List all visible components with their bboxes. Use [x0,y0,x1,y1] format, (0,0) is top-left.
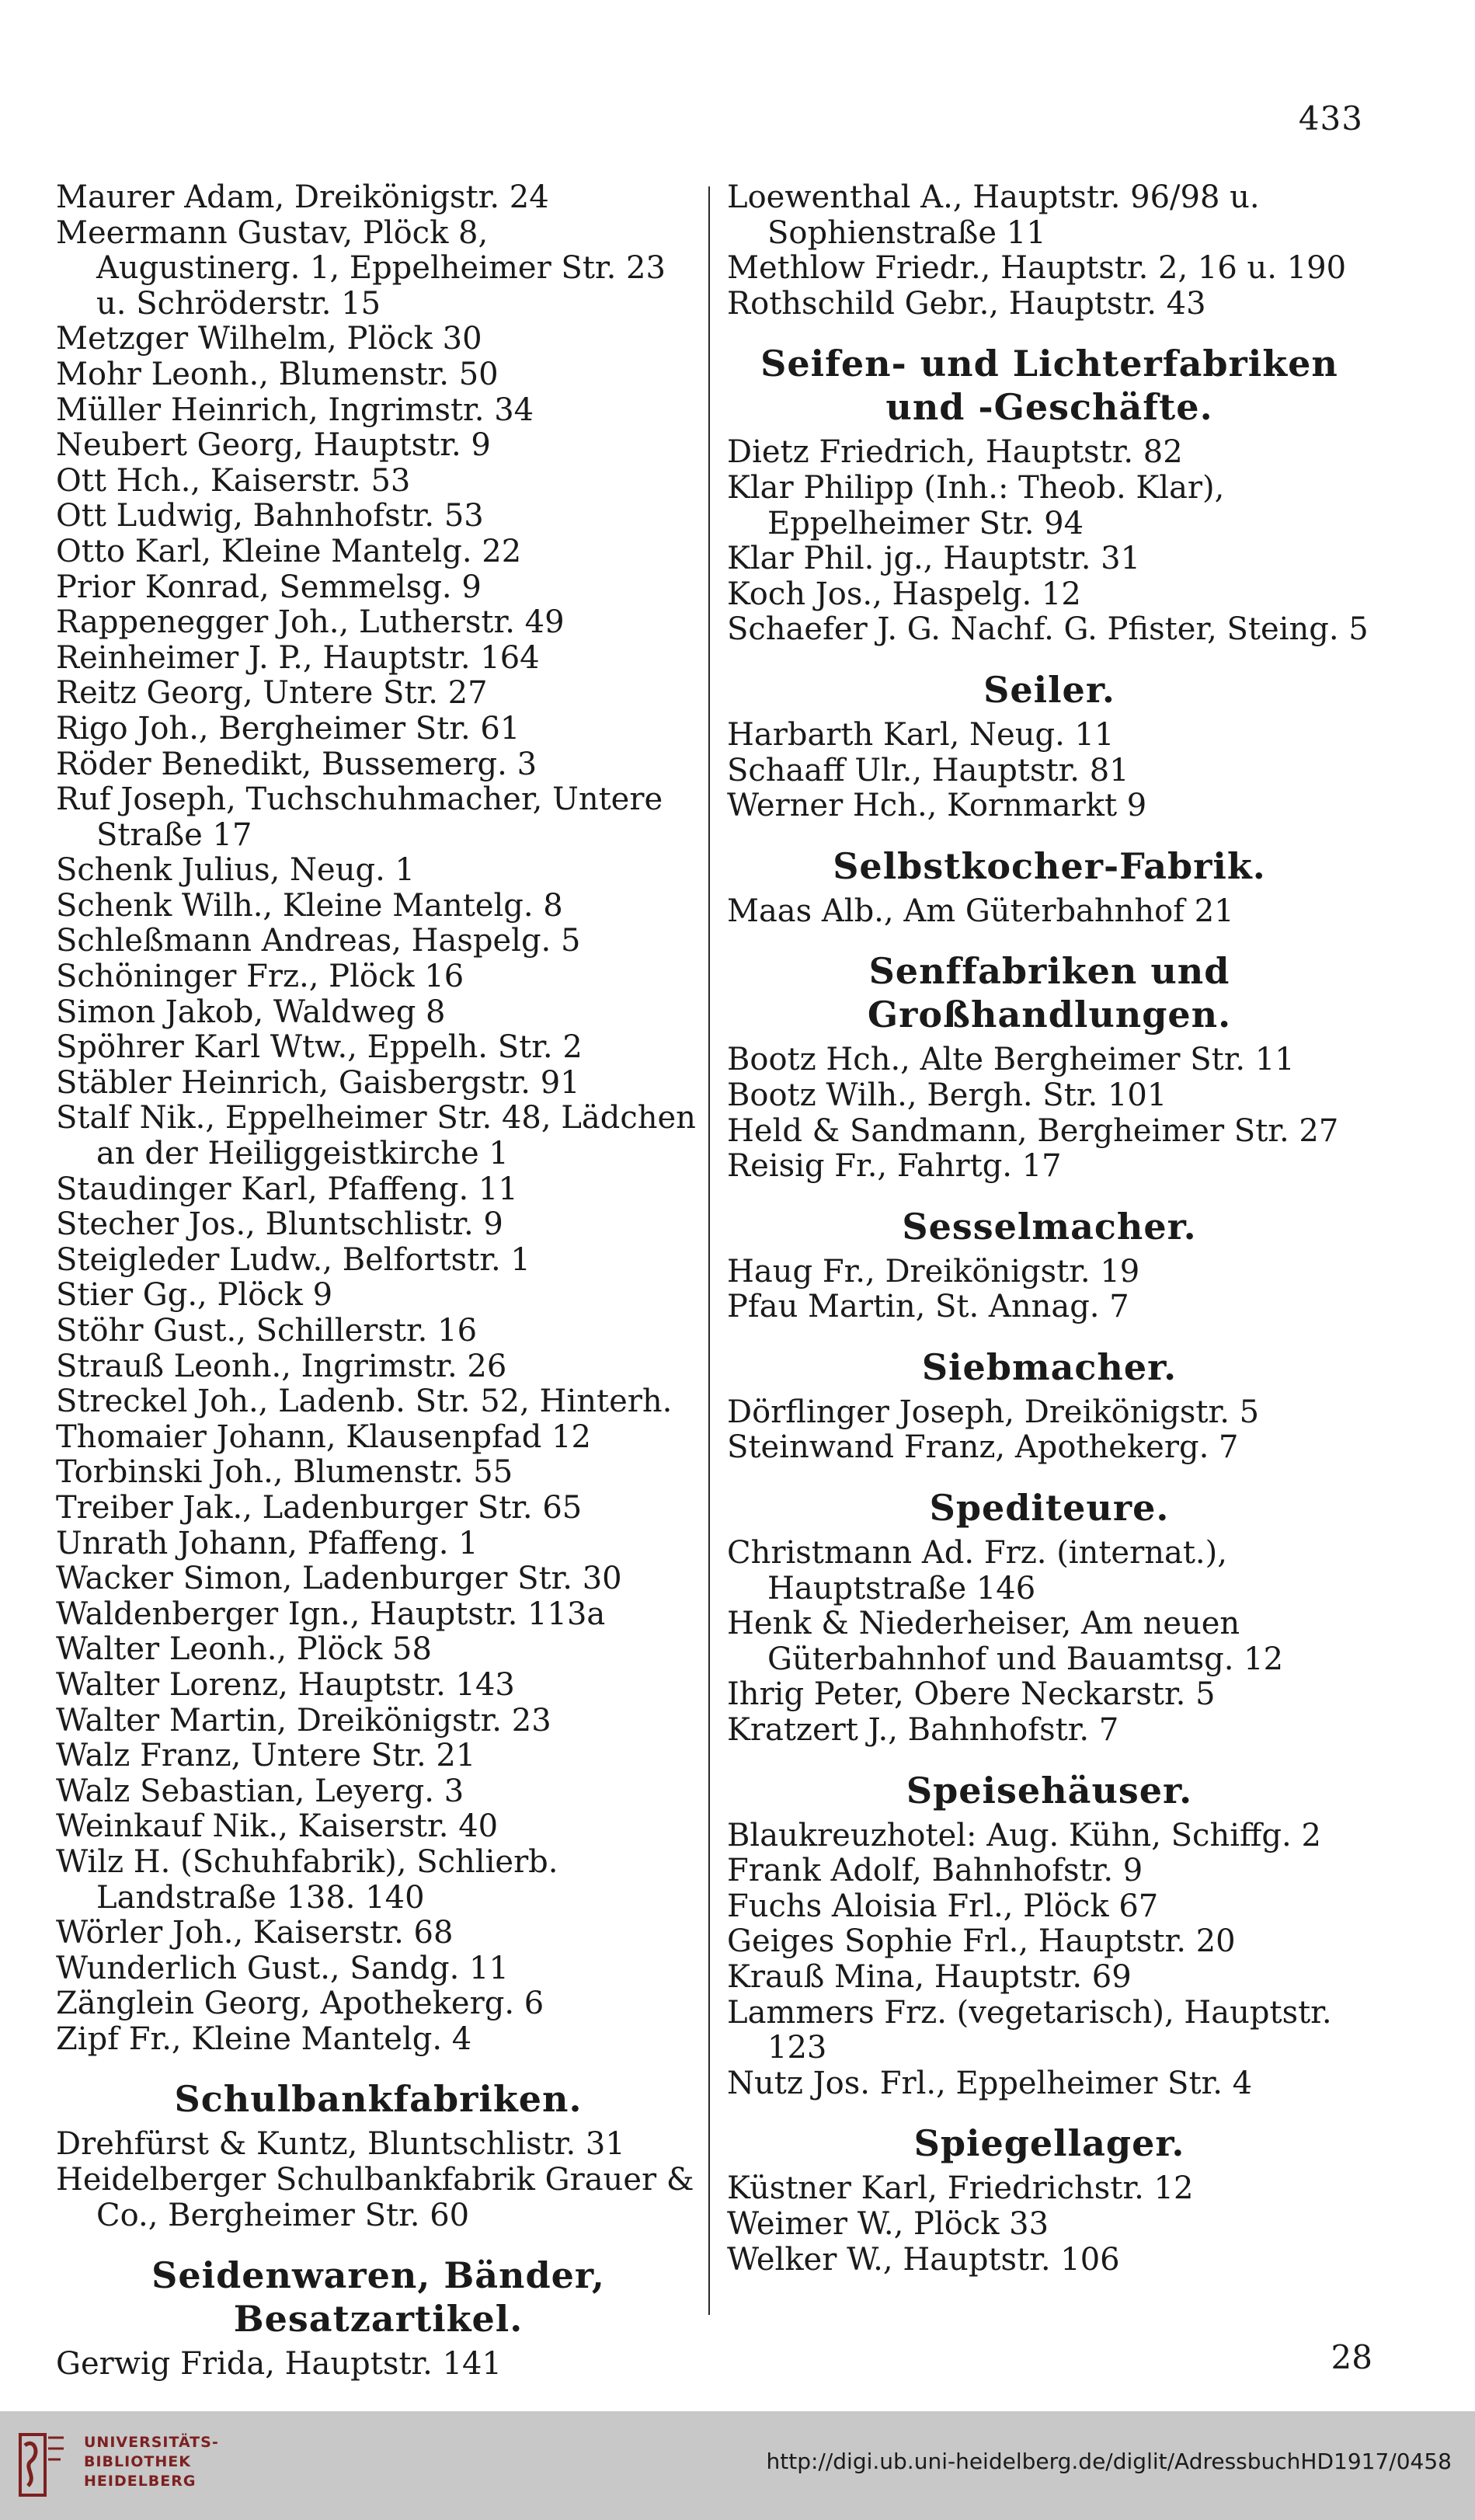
directory-entry: Schaefer J. G. Nachf. G. Pfister, Steing. 5 [727,611,1369,648]
directory-entry: Meermann Gustav, Plöck 8, Augustinerg. 1, Eppelheimer Str. 23 u. Schröderstr. 15 [56,214,666,322]
directory-entry: Methlow Friedr., Hauptstr. 2, 16 u. 190 [727,250,1347,287]
directory-entry: Röder Benedikt, Bussemerg. 3 [56,746,537,782]
directory-entry: Werner Hch., Kornmarkt 9 [727,788,1147,824]
directory-entry: Zipf Fr., Kleine Mantelg. 4 [56,2021,472,2057]
directory-entry: Ott Hch., Kaiserstr. 53 [56,462,411,499]
directory-entry: Schleßmann Andreas, Haspelg. 5 [56,923,581,959]
directory-entry: Loewenthal A., Hauptstr. 96/98 u. Sophienstraße 11 [727,179,1260,251]
column-divider [708,186,710,2315]
directory-entry: Stecher Jos., Bluntschlistr. 9 [56,1206,503,1243]
directory-entry: Metzger Wilhelm, Plöck 30 [56,321,482,357]
directory-entry: Maurer Adam, Dreikönigstr. 24 [56,179,549,215]
directory-entry: Blaukreuzhotel: Aug. Kühn, Schiffg. 2 [727,1817,1321,1853]
directory-entry: Henk & Niederheiser, Am neuen Güterbahnhof und Bauamtsg. 12 [727,1606,1284,1677]
directory-entry: Mohr Leonh., Blumenstr. 50 [56,356,499,392]
directory-entry: Walz Franz, Untere Str. 21 [56,1738,476,1774]
directory-entry: Unrath Johann, Pfaffeng. 1 [56,1525,478,1561]
directory-entry: Schöninger Frz., Plöck 16 [56,959,464,995]
directory-entry: Held & Sandmann, Bergheimer Str. 27 [727,1112,1339,1149]
directory-entry: Streckel Joh., Ladenb. Str. 52, Hinterh. [56,1384,673,1420]
page-number-top: 433 [1298,99,1363,137]
directory-entry: Schaaff Ulr., Hauptstr. 81 [727,752,1129,788]
directory-entry: Walter Leonh., Plöck 58 [56,1631,432,1668]
directory-entry: Ott Ludwig, Bahnhofstr. 53 [56,498,484,534]
directory-entry: Weinkauf Nik., Kaiserstr. 40 [56,1808,499,1845]
library-name-line3: HEIDELBERG [84,2473,197,2490]
directory-entry: Bootz Hch., Alte Bergheimer Str. 11 [727,1042,1295,1078]
directory-entry: Küstner Karl, Friedrichstr. 12 [727,2170,1194,2207]
directory-entry: Neubert Georg, Hauptstr. 9 [56,427,491,464]
directory-entry: Drehfürst & Kuntz, Bluntschlistr. 31 [56,2126,625,2163]
directory-entry: Gerwig Frida, Hauptstr. 141 [56,2346,502,2383]
section-heading: Seiler. [983,668,1115,711]
library-name-line1: UNIVERSITÄTS- [84,2434,219,2451]
directory-entry: Simon Jakob, Waldweg 8 [56,994,446,1030]
directory-entry: Staudinger Karl, Pfaffeng. 11 [56,1171,518,1207]
directory-entry: Klar Philipp (Inh.: Theob. Klar), Eppelheimer Str. 94 [727,469,1225,541]
directory-entry: Pfau Martin, St. Annag. 7 [727,1289,1129,1325]
library-name-line2: BIBLIOTHEK [84,2453,191,2470]
directory-entry: Haug Fr., Dreikönigstr. 19 [727,1253,1140,1290]
directory-entry: Harbarth Karl, Neug. 11 [727,716,1115,753]
directory-entry: Rappenegger Joh., Lutherstr. 49 [56,604,565,641]
right-column [727,180,1372,2278]
directory-entry: Walter Lorenz, Hauptstr. 143 [56,1666,515,1703]
library-name [84,2433,219,2491]
directory-entry: Stäbler Heinrich, Gaisbergstr. 91 [56,1064,580,1101]
directory-entry: Otto Karl, Kleine Mantelg. 22 [56,533,522,569]
directory-entry: Reisig Fr., Fahrtg. 17 [727,1148,1062,1185]
directory-entry: Prior Konrad, Semmelsg. 9 [56,569,482,605]
directory-entry: Christmann Ad. Frz. (internat.), Hauptstraße 146 [727,1535,1227,1606]
directory-entry: Dietz Friedrich, Hauptstr. 82 [727,434,1183,471]
directory-entry: Steinwand Franz, Apothekerg. 7 [727,1429,1239,1466]
directory-entry: Waldenberger Ign., Hauptstr. 113a [56,1596,606,1632]
directory-entry: Klar Phil. jg., Hauptstr. 31 [727,541,1141,577]
directory-entry: Geiges Sophie Frl., Hauptstr. 20 [727,1923,1236,1960]
directory-entry: Stier Gg., Plöck 9 [56,1277,333,1314]
directory-entry: Wörler Joh., Kaiserstr. 68 [56,1915,454,1951]
library-seal-icon [17,2430,67,2500]
directory-entry: Schenk Julius, Neug. 1 [56,852,415,889]
directory-entry: Schenk Wilh., Kleine Mantelg. 8 [56,887,563,924]
section-heading: Siebmacher. [921,1345,1178,1388]
directory-entry: Walz Sebastian, Leyerg. 3 [56,1773,464,1809]
directory-entry: Wunderlich Gust., Sandg. 11 [56,1950,509,1986]
section-heading: Selbstkocher-Fabrik. [833,844,1266,887]
section-heading: Sesselmacher. [902,1205,1197,1248]
directory-entry: Ruf Joseph, Tuchschuhmacher, Untere Straße 17 [56,781,663,853]
directory-entry: Dörflinger Joseph, Dreikönigstr. 5 [727,1394,1260,1430]
directory-entry: Rigo Joh., Bergheimer Str. 61 [56,710,520,747]
section-heading: Schulbankfabriken. [174,2078,583,2121]
section-heading: Spediteure. [929,1487,1170,1530]
directory-entry: Walter Martin, Dreikönigstr. 23 [56,1702,551,1739]
directory-entry: Stalf Nik., Eppelheimer Str. 48, Lädchen an der Heiliggeistkirche 1 [56,1100,696,1172]
directory-entry: Treiber Jak., Ladenburger Str. 65 [56,1489,583,1526]
directory-entry: Zänglein Georg, Apothekerg. 6 [56,1986,544,2022]
directory-entry: Stöhr Gust., Schillerstr. 16 [56,1313,478,1349]
directory-entry: Fuchs Aloisia Frl., Plöck 67 [727,1888,1159,1924]
directory-entry: Reinheimer J. P., Hauptstr. 164 [56,639,540,676]
directory-entry: Wacker Simon, Ladenburger Str. 30 [56,1561,622,1597]
directory-entry: Bootz Wilh., Bergh. Str. 101 [727,1077,1167,1113]
directory-entry: Strauß Leonh., Ingrimstr. 26 [56,1348,507,1384]
section-heading: Spiegellager. [913,2122,1185,2165]
directory-entry: Welker W., Hauptstr. 106 [727,2241,1120,2278]
directory-entry: Torbinski Joh., Blumenstr. 55 [56,1454,513,1491]
directory-entry: Rothschild Gebr., Hauptstr. 43 [727,285,1206,322]
directory-entry: Lammers Frz. (vegetarisch), Hauptstr. 123 [727,1994,1332,2066]
section-heading: Seidenwaren, Bänder, Besatzartikel. [151,2254,605,2341]
footer-bar [0,2411,1475,2520]
left-column [56,180,701,2383]
directory-entry: Müller Heinrich, Ingrimstr. 34 [56,392,534,428]
directory-entry: Krauß Mina, Hauptstr. 69 [727,1959,1132,1995]
section-heading: Seifen- und Lichterfabriken und -Geschäfte. [760,343,1338,429]
directory-entry: Frank Adolf, Bahnhofstr. 9 [727,1853,1143,1889]
directory-entry: Koch Jos., Haspelg. 12 [727,576,1081,612]
directory-entry: Weimer W., Plöck 33 [727,2205,1049,2242]
directory-entry: Kratzert J., Bahnhofstr. 7 [727,1712,1119,1749]
directory-entry: Ihrig Peter, Obere Neckarstr. 5 [727,1676,1216,1713]
directory-entry: Reitz Georg, Untere Str. 27 [56,675,488,712]
directory-entry: Spöhrer Karl Wtw., Eppelh. Str. 2 [56,1029,583,1066]
source-url[interactable]: http://digi.ub.uni-heidelberg.de/diglit/AdressbuchHD1917/0458 [766,2449,1452,2474]
directory-entry: Steigleder Ludw., Belfortstr. 1 [56,1241,531,1278]
page-number-bottom: 28 [1331,2338,1372,2376]
directory-entry: Heidelberger Schulbankfabrik Grauer & Co., Bergheimer Str. 60 [56,2162,694,2233]
directory-entry: Nutz Jos. Frl., Eppelheimer Str. 4 [727,2065,1253,2101]
directory-entry: Maas Alb., Am Güterbahnhof 21 [727,893,1234,929]
directory-entry: Thomaier Johann, Klausenpfad 12 [56,1418,592,1455]
section-heading: Senffabriken und Großhandlungen. [867,950,1232,1036]
directory-entry: Wilz H. (Schuhfabrik), Schlierb. Landstraße 138. 140 [56,1843,558,1916]
section-heading: Speisehäuser. [906,1769,1193,1812]
